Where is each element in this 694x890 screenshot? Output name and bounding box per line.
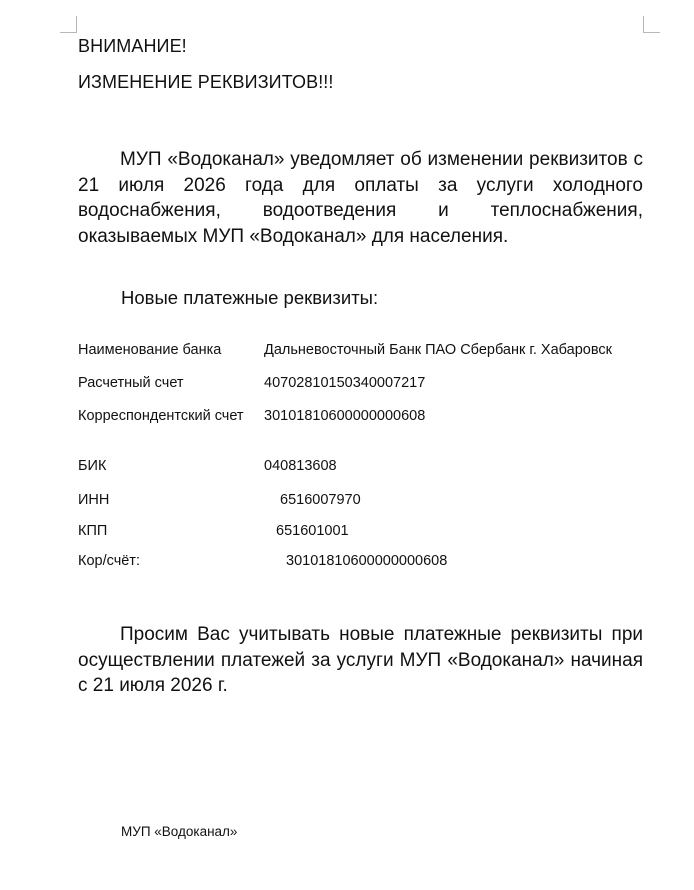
attention-heading: ВНИМАНИЕ! bbox=[78, 36, 187, 56]
requisite-label-corr-account-short: Кор/счёт: bbox=[78, 553, 140, 569]
requisite-label-bank: Наименование банка bbox=[78, 342, 222, 358]
requisite-value-settlement-account: 40702810150340007217 bbox=[264, 375, 426, 391]
requisite-label-kpp: КПП bbox=[78, 523, 108, 539]
requisite-label-correspondent-account: Корреспондентский счет bbox=[78, 408, 244, 424]
requisite-value-correspondent-account: 30101810600000000608 bbox=[264, 408, 426, 424]
requisite-label-settlement-account: Расчетный счет bbox=[78, 375, 184, 391]
corner-crop-mark-top-left bbox=[60, 16, 77, 33]
requisite-value-bik: 040813608 bbox=[264, 458, 337, 474]
requisite-value-corr-account-short: 30101810600000000608 bbox=[286, 553, 448, 569]
requisite-label-bik: БИК bbox=[78, 458, 107, 474]
corner-crop-mark-top-right bbox=[643, 16, 660, 33]
intro-paragraph: МУП «Водоканал» уведомляет об изменении реквизитов с 21 июля 2026 года для оплаты за услуги холодного водоснабжения, водоотведения и теплоснабжения, оказываемых МУП «Водоканал» для населения. bbox=[78, 149, 643, 247]
requisite-value-bank: Дальневосточный Банк ПАО Сбербанк г. Хабаровск bbox=[264, 342, 612, 358]
requisite-value-kpp: 651601001 bbox=[276, 523, 349, 539]
requisites-heading: Новые платежные реквизиты: bbox=[121, 287, 379, 308]
requisite-value-inn: 6516007970 bbox=[280, 492, 361, 508]
change-requisites-heading: ИЗМЕНЕНИЕ РЕКВИЗИТОВ!!! bbox=[78, 72, 334, 92]
closing-paragraph: Просим Вас учитывать новые платежные реквизиты при осуществлении платежей за услуги МУП «Водоканал» начиная с 21 июля 2026 г. bbox=[78, 624, 643, 697]
requisite-label-inn: ИНН bbox=[78, 492, 110, 508]
signature: МУП «Водоканал» bbox=[121, 824, 238, 839]
